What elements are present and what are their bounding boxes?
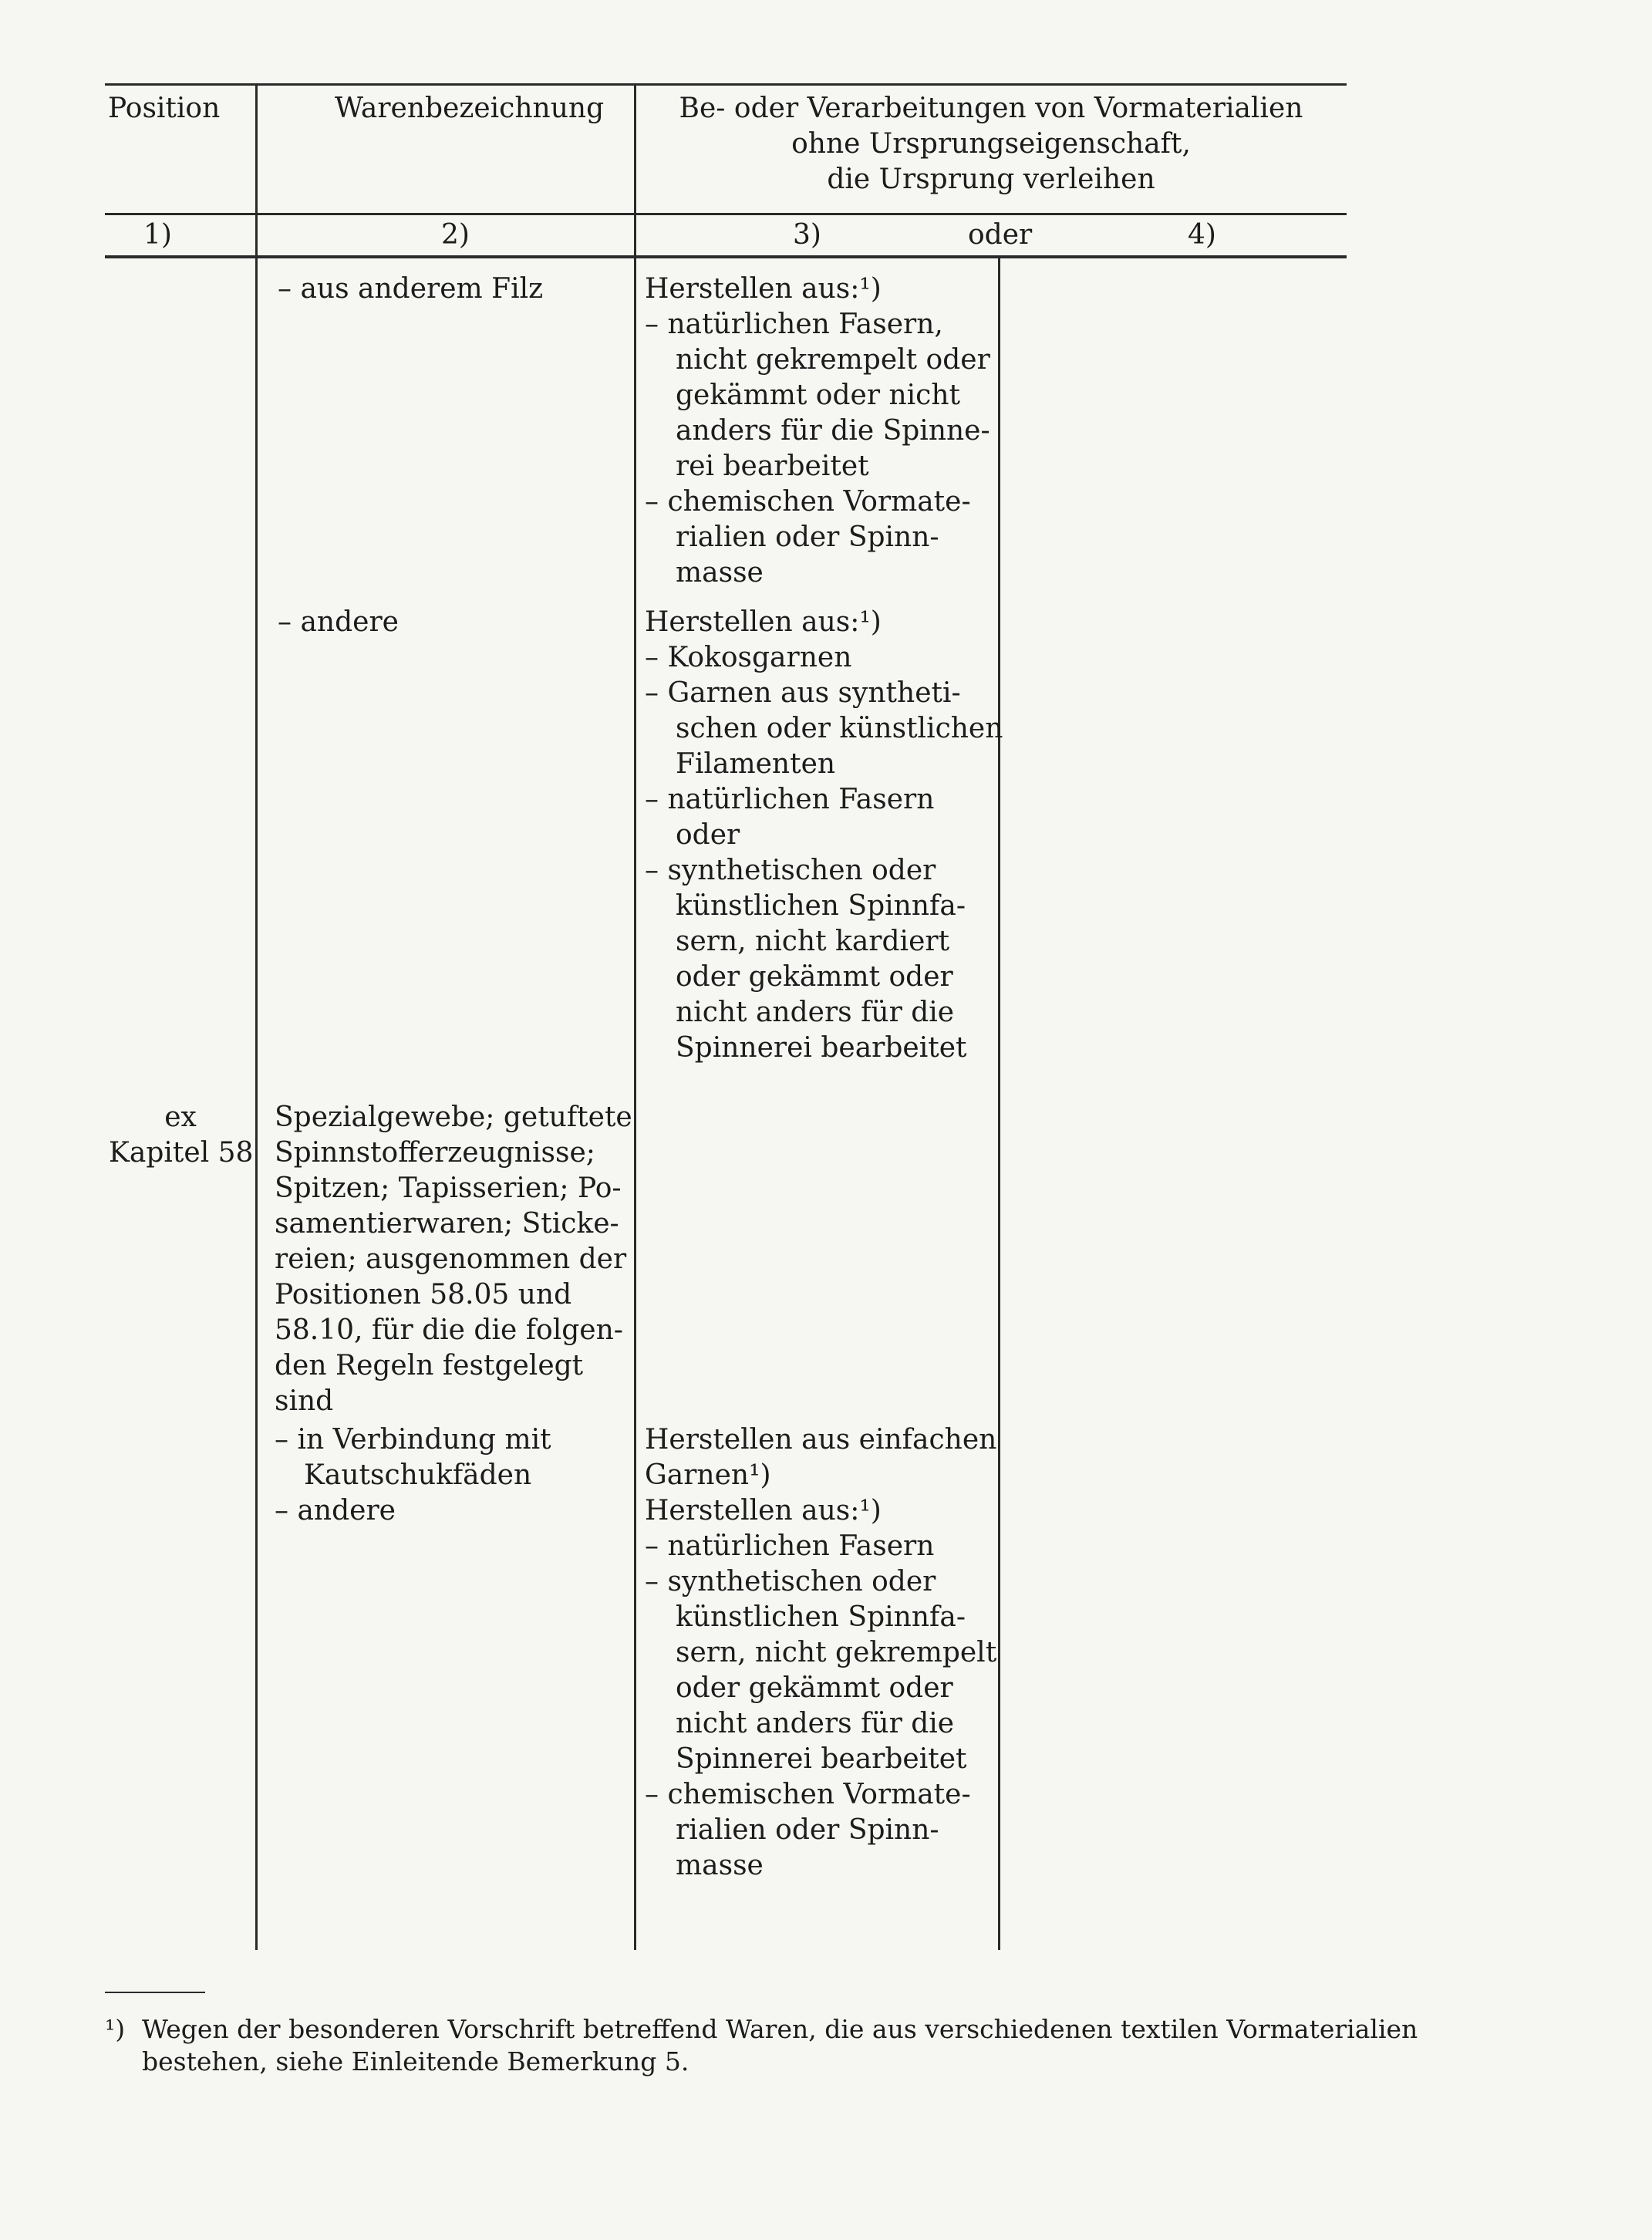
desc-kapitel58-andere: – andere: [275, 1495, 396, 1527]
rule-kapitel58-andere-line: masse: [676, 1850, 764, 1881]
rule-filz-line: anders für die Spinne-: [676, 415, 990, 447]
header-position: Position: [108, 93, 221, 124]
rule-kapitel58-andere-line: rialien oder Spinn-: [676, 1814, 939, 1846]
rule-andere-line: oder gekämmt oder: [676, 961, 953, 993]
desc-kapitel58-line: den Regeln festgelegt: [275, 1350, 584, 1381]
desc-kapitel58-line: sind: [275, 1385, 334, 1417]
header-warenbezeichnung: Warenbezeichnung: [335, 93, 605, 124]
rule-filz-line: nicht gekrempelt oder: [676, 344, 990, 376]
column-number-1: 1): [143, 219, 172, 251]
rule-andere-line: sern, nicht kardiert: [676, 926, 950, 957]
rule-andere-line: – natürlichen Fasern: [645, 784, 935, 815]
desc-kapitel58-line: Spinnstofferzeugnisse;: [275, 1137, 595, 1169]
desc-andere: – andere: [278, 606, 399, 638]
desc-kautschuk-line: Kautschukfäden: [304, 1459, 532, 1491]
rule-andere-line: – Garnen aus syntheti-: [645, 677, 961, 709]
column-divider-3: [998, 258, 1000, 1950]
rule-kapitel58-andere-line: Spinnerei bearbeitet: [676, 1743, 967, 1775]
rule-andere-line: – synthetischen oder: [645, 855, 936, 886]
rule-filz-line: rialien oder Spinn-: [676, 521, 939, 553]
rule-andere-line: Filamenten: [676, 748, 836, 780]
rule-andere-line: oder: [676, 819, 740, 851]
rule-andere-line: Spinnerei bearbeitet: [676, 1032, 967, 1064]
desc-aus-anderem-filz: – aus anderem Filz: [278, 273, 544, 305]
rule-filz-line: rei bearbeitet: [676, 450, 869, 482]
rule-andere-line: schen oder künstlichen: [676, 713, 1003, 744]
footnote-line2: bestehen, siehe Einleitende Bemerkung 5.: [142, 2046, 689, 2076]
desc-kautschuk-line: – in Verbindung mit: [275, 1424, 551, 1456]
column-divider-2: [634, 83, 636, 1950]
position-ex: ex: [164, 1101, 197, 1133]
rule-andere-line: künstlichen Spinnfa-: [676, 890, 966, 922]
column-number-2: 2): [441, 219, 470, 251]
rule-kapitel58-andere-title: Herstellen aus:¹): [645, 1495, 882, 1527]
position-kapitel-58: Kapitel 58: [109, 1137, 254, 1169]
rule-kautschuk-line: Garnen¹): [645, 1459, 771, 1491]
rule-kapitel58-andere-line: oder gekämmt oder: [676, 1672, 953, 1704]
desc-kapitel58-line: Positionen 58.05 und: [275, 1279, 572, 1311]
header-processing-line1: Be- oder Verarbeitungen von Vormaterialien: [679, 93, 1303, 124]
header-processing-line3: die Ursprung verleihen: [827, 164, 1155, 195]
desc-kapitel58-line: samentierwaren; Sticke-: [275, 1208, 619, 1240]
rule-filz-title: Herstellen aus:¹): [645, 273, 882, 305]
column-number-4: 4): [1188, 219, 1216, 251]
desc-kapitel58-line: 58.10, für die die folgen-: [275, 1314, 623, 1346]
rule-kapitel58-andere-line: – natürlichen Fasern: [645, 1530, 935, 1562]
rule-filz-line: gekämmt oder nicht: [676, 380, 960, 411]
rule-filz-line: – chemischen Vormate-: [645, 486, 971, 518]
rule-filz-line: masse: [676, 557, 764, 589]
rule-kautschuk-line: Herstellen aus einfachen: [645, 1424, 997, 1456]
footnote-line1: Wegen der besonderen Vorschrift betreffend Waren, die aus verschiedenen textilen Vormaterialien: [142, 2014, 1418, 2044]
column-number-3: 3): [793, 219, 821, 251]
footnote-rule: [105, 1992, 205, 1993]
rule-kapitel58-andere-line: nicht anders für die: [676, 1708, 955, 1739]
desc-kapitel58-line: Spezialgewebe; getuftete: [275, 1101, 632, 1133]
rule-andere-line: – Kokosgarnen: [645, 642, 852, 673]
rule-kapitel58-andere-line: – synthetischen oder: [645, 1566, 936, 1597]
rule-kapitel58-andere-line: sern, nicht gekrempelt: [676, 1637, 997, 1668]
column-number-oder: oder: [968, 219, 1033, 251]
rule-filz-line: – natürlichen Fasern,: [645, 309, 943, 340]
rule-andere-title: Herstellen aus:¹): [645, 606, 882, 638]
column-divider-1: [255, 83, 258, 1950]
numbering-rule: [105, 255, 1347, 258]
desc-kapitel58-line: Spitzen; Tapisserien; Po-: [275, 1172, 622, 1204]
footnote-marker: ¹): [105, 2014, 126, 2044]
header-rule: [105, 213, 1347, 215]
rule-andere-line: nicht anders für die: [676, 997, 955, 1028]
header-processing-line2: ohne Ursprungseigenschaft,: [791, 128, 1191, 160]
table-top-rule: [105, 83, 1347, 86]
rule-kapitel58-andere-line: künstlichen Spinnfa-: [676, 1601, 966, 1633]
rule-kapitel58-andere-line: – chemischen Vormate-: [645, 1779, 971, 1810]
desc-kapitel58-line: reien; ausgenommen der: [275, 1243, 627, 1275]
